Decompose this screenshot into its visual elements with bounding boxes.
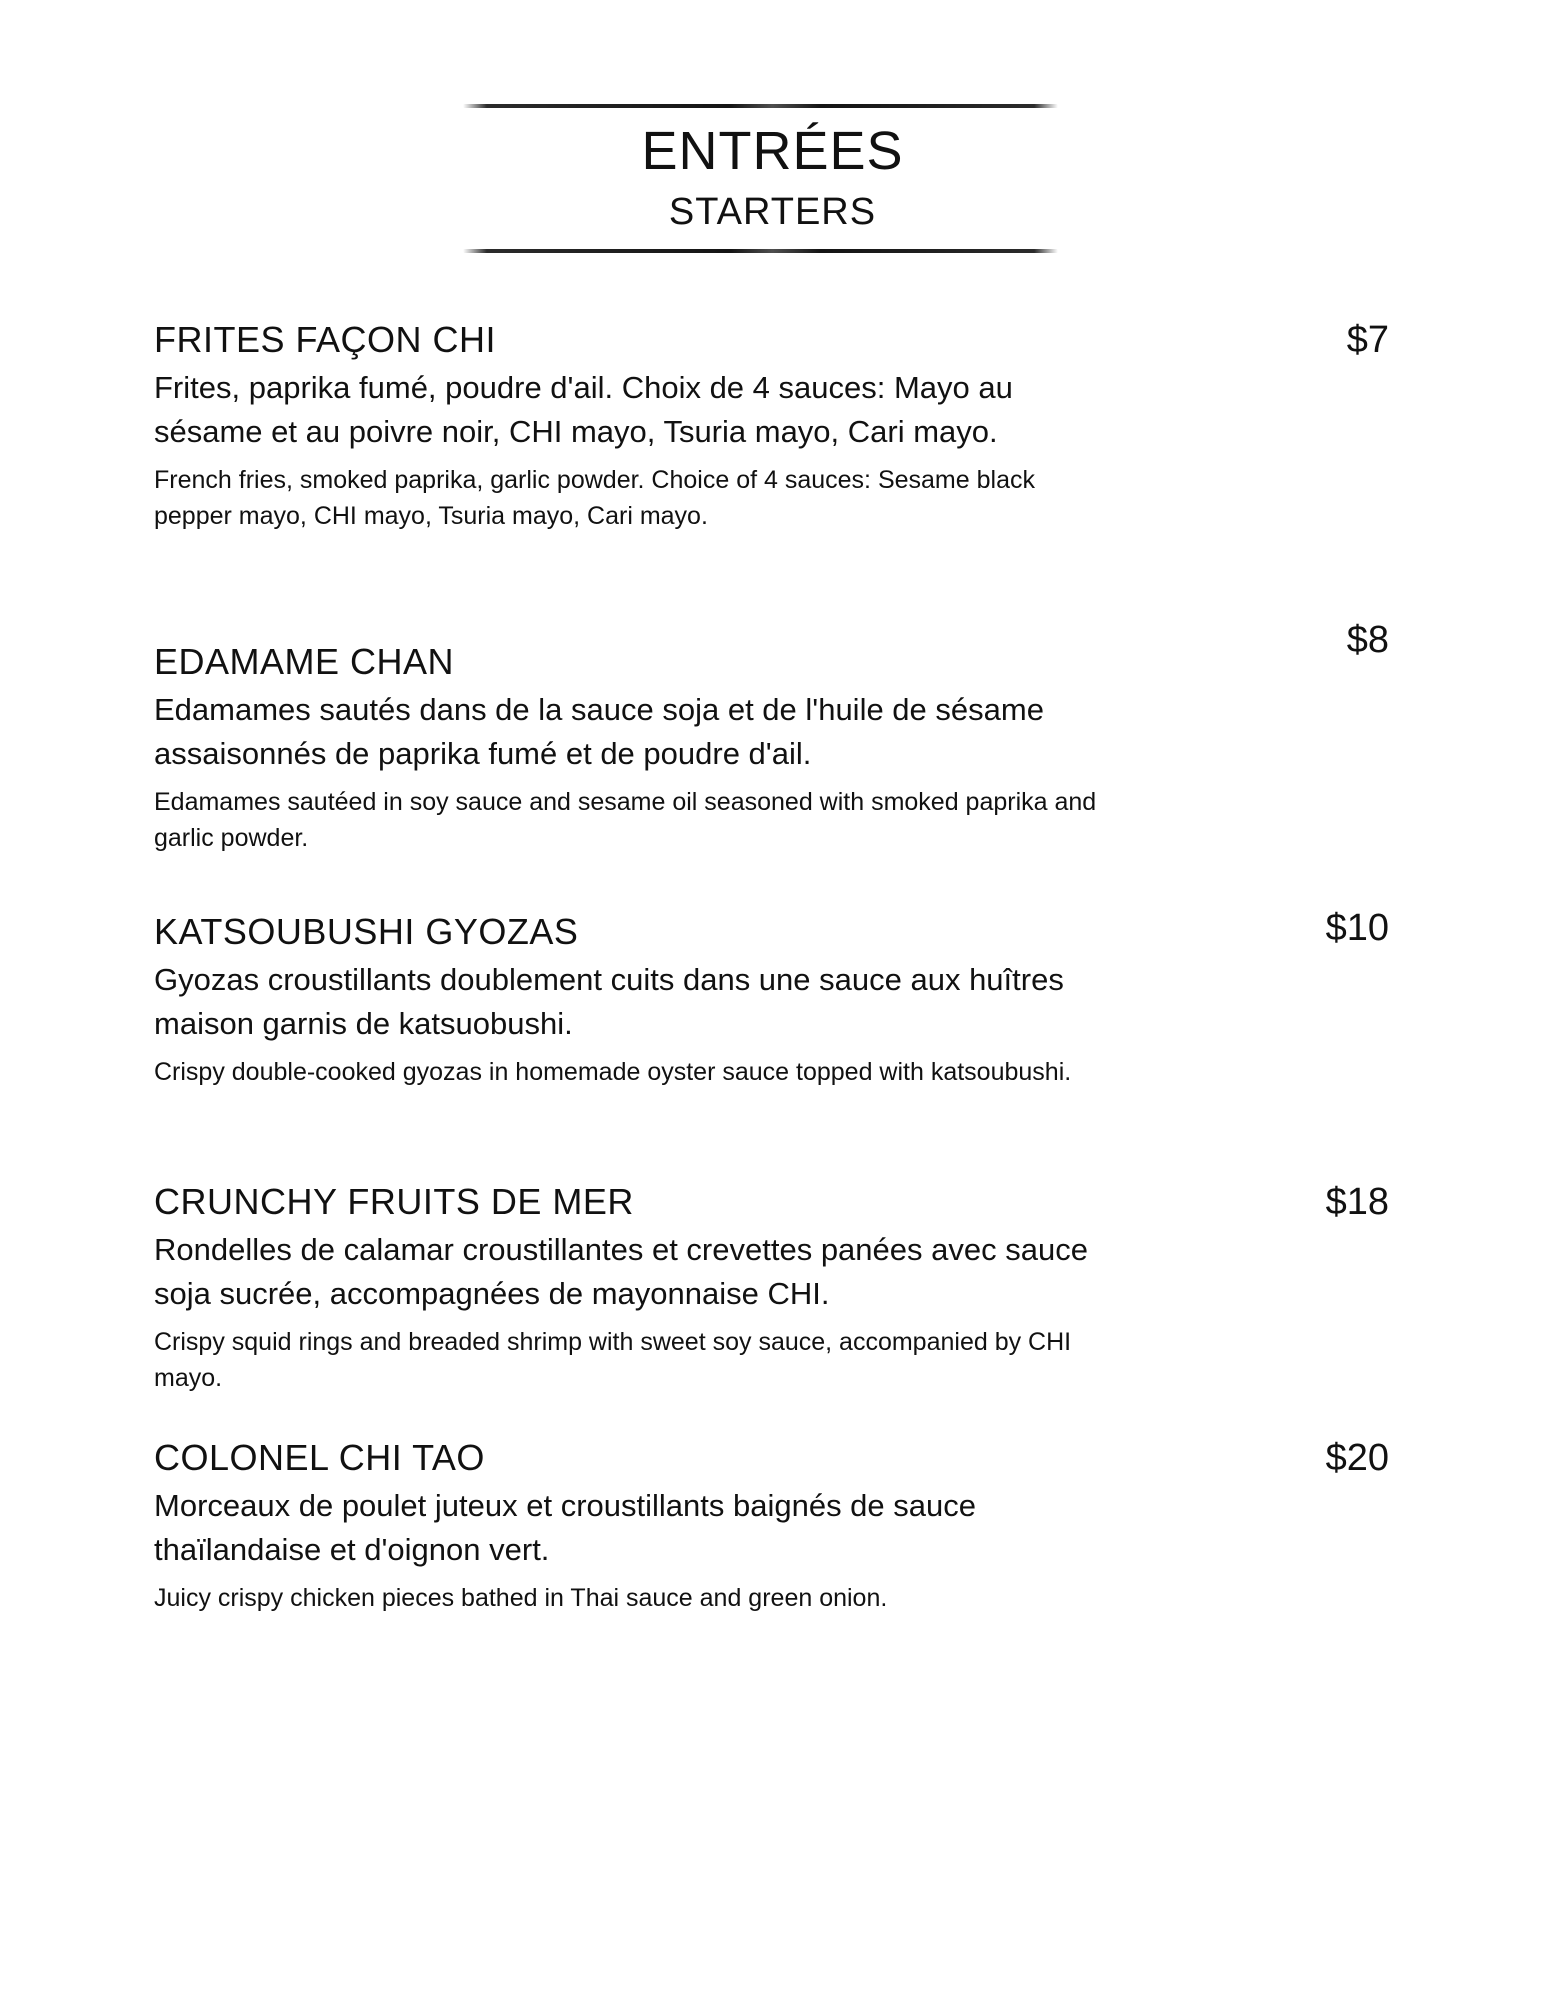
item-description-fr: Gyozas croustillants doublement cuits dans une sauce aux huîtres maison garnis de katsuobushi. [154, 962, 1064, 1041]
item-price: $20 [1325, 1437, 1389, 1479]
item-description-fr: Edamames sautés dans de la sauce soja et de l'huile de sésame assaisonnés de paprika fumé et de poudre d'ail. [154, 692, 1044, 771]
item-name: FRITES FAÇON CHI [154, 319, 497, 360]
item-name: COLONEL CHI TAO [154, 1437, 485, 1478]
section-title-en: STARTERS [668, 191, 877, 233]
header-bottom-divider [463, 249, 1058, 253]
menu-item-katsoubushi-gyozas [154, 907, 1389, 1090]
menu-header [0, 0, 1545, 270]
item-description-fr: Frites, paprika fumé, poudre d'ail. Choix de 4 sauces: Mayo au sésame et au poivre noir, CHI mayo, Tsuria mayo, Cari mayo. [154, 370, 1013, 449]
item-description-en: Crispy squid rings and breaded shrimp with sweet soy sauce, accompanied by CHI mayo. [154, 1328, 1072, 1392]
menu-item-crunchy-fruits-de-mer [154, 1180, 1389, 1396]
menu-item-frites-facon-chi [154, 318, 1389, 534]
item-price: $7 [1346, 319, 1389, 361]
section-title-fr: ENTRÉES [641, 121, 904, 181]
item-description-en: Edamames sautéed in soy sauce and sesame oil seasoned with smoked paprika and garlic powder. [154, 788, 1097, 852]
menu-item-colonel-chi-tao [154, 1436, 1389, 1616]
item-price: $8 [1346, 619, 1389, 661]
item-description-fr: Rondelles de calamar croustillantes et crevettes panées avec sauce soja sucrée, accompagnées de mayonnaise CHI. [154, 1232, 1088, 1311]
item-name: EDAMAME CHAN [154, 641, 455, 682]
item-name: CRUNCHY FRUITS DE MER [154, 1181, 634, 1222]
item-description-en: Crispy double-cooked gyozas in homemade oyster sauce topped with katsoubushi. [154, 1058, 1072, 1086]
item-description-en: Juicy crispy chicken pieces bathed in Thai sauce and green onion. [154, 1584, 888, 1612]
item-description-fr: Morceaux de poulet juteux et croustillants baignés de sauce thaïlandaise et d'oignon vert. [154, 1488, 976, 1567]
item-price: $10 [1325, 907, 1389, 949]
menu-item-edamame-chan [154, 619, 1389, 856]
item-name: KATSOUBUSHI GYOZAS [154, 911, 579, 952]
header-top-divider [463, 104, 1058, 108]
item-price: $18 [1325, 1181, 1389, 1223]
item-description-en: French fries, smoked paprika, garlic powder. Choice of 4 sauces: Sesame black pepper mayo, CHI mayo, Tsuria mayo, Cari mayo. [154, 466, 1035, 530]
